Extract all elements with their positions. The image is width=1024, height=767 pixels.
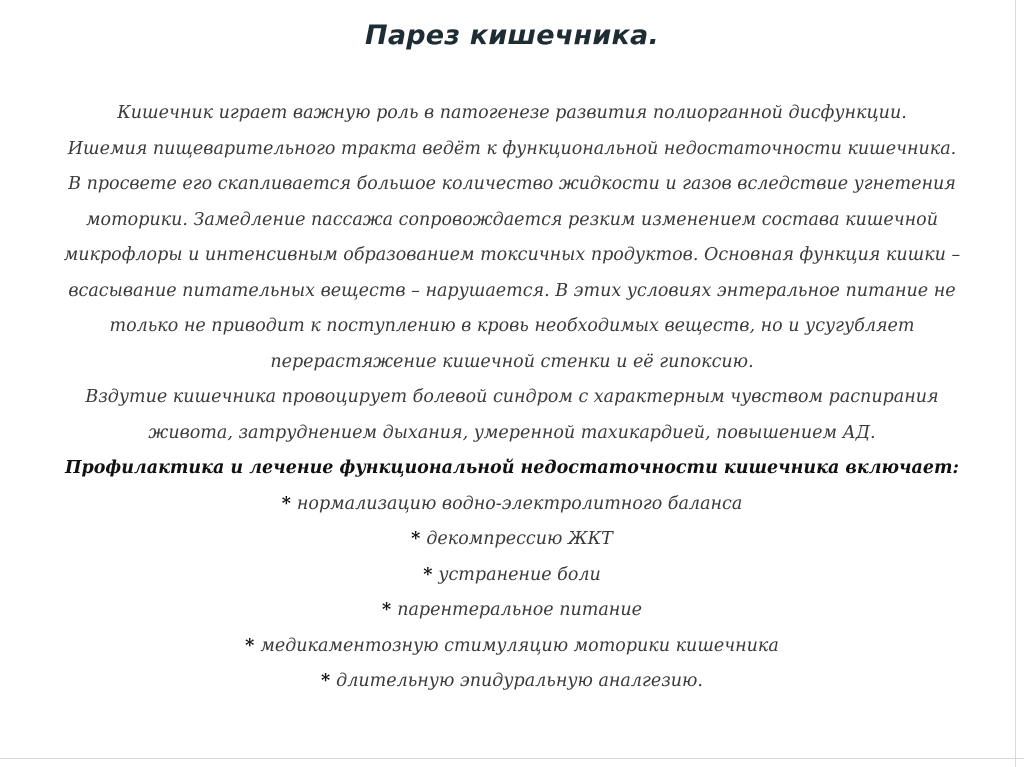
bullet-text: устранение боли [438,564,601,585]
bullet-star-icon: * [245,635,255,656]
bullet-item [20,629,1004,665]
paragraph-line: моторики. Замедление пассажа сопровождается резким изменением состава кишечной [86,209,938,230]
bullet-text: нормализацию водно-электролитного баланса [296,493,743,514]
paragraph-line: Ишемия пищеварительного тракта ведёт к функциональной недостаточности кишечника. [67,138,957,159]
paragraph-line: Вздутие кишечника провоцирует болевой синдром с характерным чувством распирания [85,387,939,407]
slide-body [20,96,1004,700]
bullet-text: декомпрессию ЖКТ [426,529,613,549]
bullet-text: парентеральное питание [397,600,642,620]
bullet-item [20,558,1004,594]
bullet-item [20,487,1004,523]
bullet-item [20,522,1004,558]
bullet-star-icon: * [411,529,421,549]
bullet-text: длительную эпидуральную аналгезию. [336,671,703,691]
paragraph-line: перерастяжение кишечной стенки и её гипоксию. [270,351,754,372]
bullet-star-icon: * [281,493,291,514]
paragraph-line: микрофлоры и интенсивным образованием токсичных продуктов. Основная функция кишки – [63,245,961,265]
bullet-item [20,664,1004,700]
slide-border-right [1015,0,1016,767]
slide-border-bottom [0,758,1024,759]
bullet-item [20,593,1004,629]
bullet-star-icon: * [423,564,433,585]
paragraph-line: живота, затруднением дыхания, умеренной тахикардией, повышением АД. [148,422,876,443]
paragraph-line: В просвете его скапливается большое количество жидкости и газов вследствие угнетения [68,174,956,194]
paragraph-line: Кишечник играет важную роль в патогенезе развития полиорганной дисфункции. [117,103,907,123]
bullet-star-icon: * [321,671,331,691]
treatment-heading: Профилактика и лечение функциональной недостаточности кишечника включает: [64,458,960,478]
paragraph-line: только не приводит к поступлению в кровь необходимых веществ, но и усугубляет [109,316,915,336]
bullet-text: медикаментозную стимуляцию моторики кишечника [260,635,779,656]
bullet-star-icon: * [382,600,392,620]
paragraph-line: всасывание питательных веществ – нарушается. В этих условиях энтеральное питание не [68,280,956,301]
slide-title: Парез кишечника. [365,20,659,51]
